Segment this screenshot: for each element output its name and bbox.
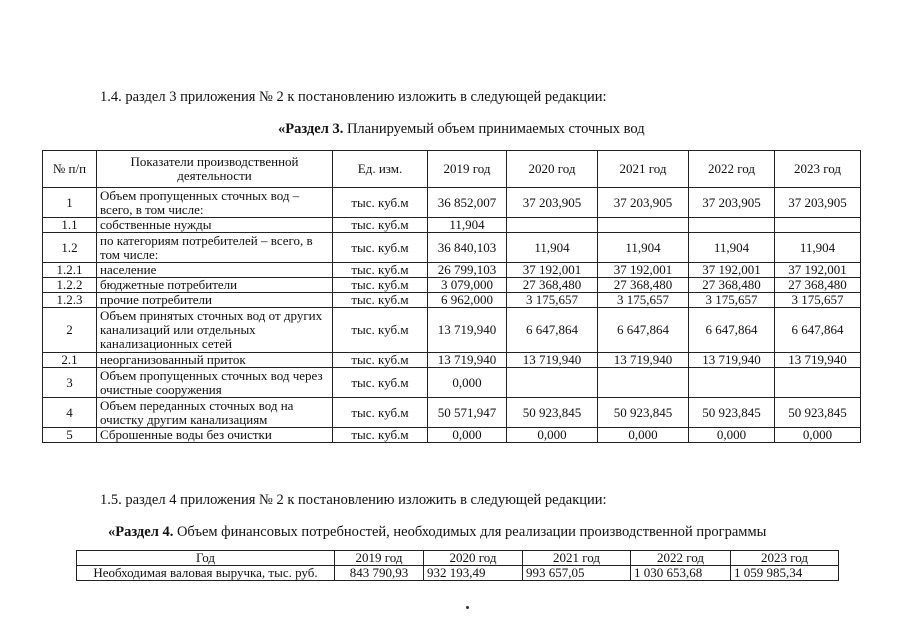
value-cell: 13 719,940 bbox=[428, 353, 507, 368]
value-cell: 50 923,845 bbox=[689, 398, 775, 428]
header-cell: 2022 год bbox=[689, 151, 775, 188]
row-number: 5 bbox=[43, 428, 97, 443]
indicator-name: Объем переданных сточных вод на очистку другим канализациям bbox=[97, 398, 333, 428]
table3-row bbox=[43, 353, 861, 368]
value-cell: 50 923,845 bbox=[775, 398, 861, 428]
row-number: 2 bbox=[43, 308, 97, 353]
value-cell: 0,000 bbox=[775, 428, 861, 443]
table3-header-row bbox=[43, 151, 861, 188]
table4-data-row bbox=[77, 566, 839, 581]
value-cell bbox=[689, 368, 775, 398]
value-cell bbox=[598, 368, 689, 398]
indicator-name: бюджетные потребители bbox=[97, 278, 333, 293]
paragraph-1-5: 1.5. раздел 4 приложения № 2 к постановлению изложить в следующей редакции: bbox=[100, 492, 607, 508]
row-number: 3 bbox=[43, 368, 97, 398]
section-4-table bbox=[76, 550, 839, 581]
header-cell: 2021 год bbox=[523, 551, 631, 566]
value-cell: 37 203,905 bbox=[507, 188, 598, 218]
table3-row bbox=[43, 398, 861, 428]
value-cell: 37 192,001 bbox=[507, 263, 598, 278]
value-cell: 36 840,103 bbox=[428, 233, 507, 263]
value-cell: 3 175,657 bbox=[507, 293, 598, 308]
value-cell: 843 790,93 bbox=[335, 566, 424, 581]
header-cell: Год bbox=[77, 551, 335, 566]
unit-cell: тыс. куб.м bbox=[333, 188, 428, 218]
unit-cell: тыс. куб.м bbox=[333, 233, 428, 263]
value-cell: 11,904 bbox=[428, 218, 507, 233]
value-cell: 50 571,947 bbox=[428, 398, 507, 428]
value-cell: 50 923,845 bbox=[598, 398, 689, 428]
value-cell: 13 719,940 bbox=[775, 353, 861, 368]
value-cell: 37 192,001 bbox=[775, 263, 861, 278]
unit-cell: тыс. куб.м bbox=[333, 353, 428, 368]
value-cell: 6 647,864 bbox=[775, 308, 861, 353]
table3-row bbox=[43, 293, 861, 308]
value-cell: 0,000 bbox=[507, 428, 598, 443]
header-cell: Ед. изм. bbox=[333, 151, 428, 188]
row-label: Необходимая валовая выручка, тыс. руб. bbox=[77, 566, 335, 581]
indicator-name: по категориям потребителей – всего, в том числе: bbox=[97, 233, 333, 263]
table3-row bbox=[43, 218, 861, 233]
unit-cell: тыс. куб.м bbox=[333, 218, 428, 233]
header-cell: 2020 год bbox=[507, 151, 598, 188]
section-3-heading bbox=[278, 121, 645, 138]
scan-dot bbox=[466, 606, 469, 609]
value-cell: 37 203,905 bbox=[689, 188, 775, 218]
section-4-heading-bold: «Раздел 4. bbox=[108, 524, 174, 540]
unit-cell: тыс. куб.м bbox=[333, 278, 428, 293]
value-cell: 11,904 bbox=[775, 233, 861, 263]
header-cell: 2023 год bbox=[775, 151, 861, 188]
value-cell: 27 368,480 bbox=[507, 278, 598, 293]
unit-cell: тыс. куб.м bbox=[333, 293, 428, 308]
table3-row bbox=[43, 263, 861, 278]
header-cell: 2019 год bbox=[335, 551, 424, 566]
value-cell: 36 852,007 bbox=[428, 188, 507, 218]
value-cell: 27 368,480 bbox=[689, 278, 775, 293]
row-number: 1.1 bbox=[43, 218, 97, 233]
row-number: 1.2.1 bbox=[43, 263, 97, 278]
value-cell: 1 059 985,34 bbox=[731, 566, 839, 581]
table3-row bbox=[43, 428, 861, 443]
value-cell: 27 368,480 bbox=[598, 278, 689, 293]
table3-row bbox=[43, 308, 861, 353]
indicator-name: Объем пропущенных сточных вод через очистные сооружения bbox=[97, 368, 333, 398]
value-cell: 13 719,940 bbox=[598, 353, 689, 368]
value-cell: 37 203,905 bbox=[598, 188, 689, 218]
indicator-name: прочие потребители bbox=[97, 293, 333, 308]
header-cell: 2021 год bbox=[598, 151, 689, 188]
value-cell bbox=[598, 218, 689, 233]
table3-row bbox=[43, 368, 861, 398]
section-4-heading bbox=[108, 524, 766, 541]
value-cell: 1 030 653,68 bbox=[631, 566, 731, 581]
section-3-heading-text: Планируемый объем принимаемых сточных вод bbox=[343, 121, 645, 137]
value-cell: 6 647,864 bbox=[598, 308, 689, 353]
value-cell: 993 657,05 bbox=[523, 566, 631, 581]
header-cell: 2023 год bbox=[731, 551, 839, 566]
header-cell: Показатели производственной деятельности bbox=[97, 151, 333, 188]
row-number: 1.2 bbox=[43, 233, 97, 263]
unit-cell: тыс. куб.м bbox=[333, 398, 428, 428]
value-cell bbox=[775, 218, 861, 233]
unit-cell: тыс. куб.м bbox=[333, 428, 428, 443]
value-cell: 11,904 bbox=[598, 233, 689, 263]
header-cell: 2022 год bbox=[631, 551, 731, 566]
value-cell bbox=[507, 218, 598, 233]
value-cell: 3 175,657 bbox=[775, 293, 861, 308]
header-cell: № п/п bbox=[43, 151, 97, 188]
value-cell: 0,000 bbox=[598, 428, 689, 443]
value-cell: 6 647,864 bbox=[689, 308, 775, 353]
value-cell: 0,000 bbox=[689, 428, 775, 443]
value-cell bbox=[507, 368, 598, 398]
value-cell: 932 193,49 bbox=[424, 566, 523, 581]
table3-row bbox=[43, 233, 861, 263]
value-cell: 0,000 bbox=[428, 428, 507, 443]
indicator-name: неорганизованный приток bbox=[97, 353, 333, 368]
value-cell bbox=[689, 218, 775, 233]
value-cell: 13 719,940 bbox=[507, 353, 598, 368]
row-number: 1.2.3 bbox=[43, 293, 97, 308]
indicator-name: Сброшенные воды без очистки bbox=[97, 428, 333, 443]
row-number: 4 bbox=[43, 398, 97, 428]
table4-header-row bbox=[77, 551, 839, 566]
header-cell: 2019 год bbox=[428, 151, 507, 188]
value-cell: 13 719,940 bbox=[428, 308, 507, 353]
value-cell: 11,904 bbox=[507, 233, 598, 263]
table3-row bbox=[43, 188, 861, 218]
value-cell: 37 203,905 bbox=[775, 188, 861, 218]
value-cell: 50 923,845 bbox=[507, 398, 598, 428]
value-cell: 3 175,657 bbox=[689, 293, 775, 308]
value-cell: 27 368,480 bbox=[775, 278, 861, 293]
value-cell: 13 719,940 bbox=[689, 353, 775, 368]
unit-cell: тыс. куб.м bbox=[333, 263, 428, 278]
header-cell: 2020 год bbox=[424, 551, 523, 566]
unit-cell: тыс. куб.м bbox=[333, 308, 428, 353]
section-3-heading-bold: «Раздел 3. bbox=[278, 121, 344, 137]
table3-row bbox=[43, 278, 861, 293]
indicator-name: собственные нужды bbox=[97, 218, 333, 233]
paragraph-1-4: 1.4. раздел 3 приложения № 2 к постановлению изложить в следующей редакции: bbox=[100, 89, 607, 105]
value-cell: 26 799,103 bbox=[428, 263, 507, 278]
value-cell: 3 175,657 bbox=[598, 293, 689, 308]
indicator-name: Объем принятых сточных вод от других канализаций или отдельных канализационных сетей bbox=[97, 308, 333, 353]
indicator-name: Объем пропущенных сточных вод – всего, в том числе: bbox=[97, 188, 333, 218]
unit-cell: тыс. куб.м bbox=[333, 368, 428, 398]
row-number: 2.1 bbox=[43, 353, 97, 368]
value-cell bbox=[775, 368, 861, 398]
value-cell: 37 192,001 bbox=[598, 263, 689, 278]
indicator-name: население bbox=[97, 263, 333, 278]
value-cell: 0,000 bbox=[428, 368, 507, 398]
section-3-table bbox=[42, 150, 861, 443]
value-cell: 3 079,000 bbox=[428, 278, 507, 293]
value-cell: 37 192,001 bbox=[689, 263, 775, 278]
row-number: 1 bbox=[43, 188, 97, 218]
value-cell: 6 647,864 bbox=[507, 308, 598, 353]
section-4-heading-text: Объем финансовых потребностей, необходимых для реализации производственной программы bbox=[173, 524, 767, 540]
row-number: 1.2.2 bbox=[43, 278, 97, 293]
value-cell: 6 962,000 bbox=[428, 293, 507, 308]
value-cell: 11,904 bbox=[689, 233, 775, 263]
